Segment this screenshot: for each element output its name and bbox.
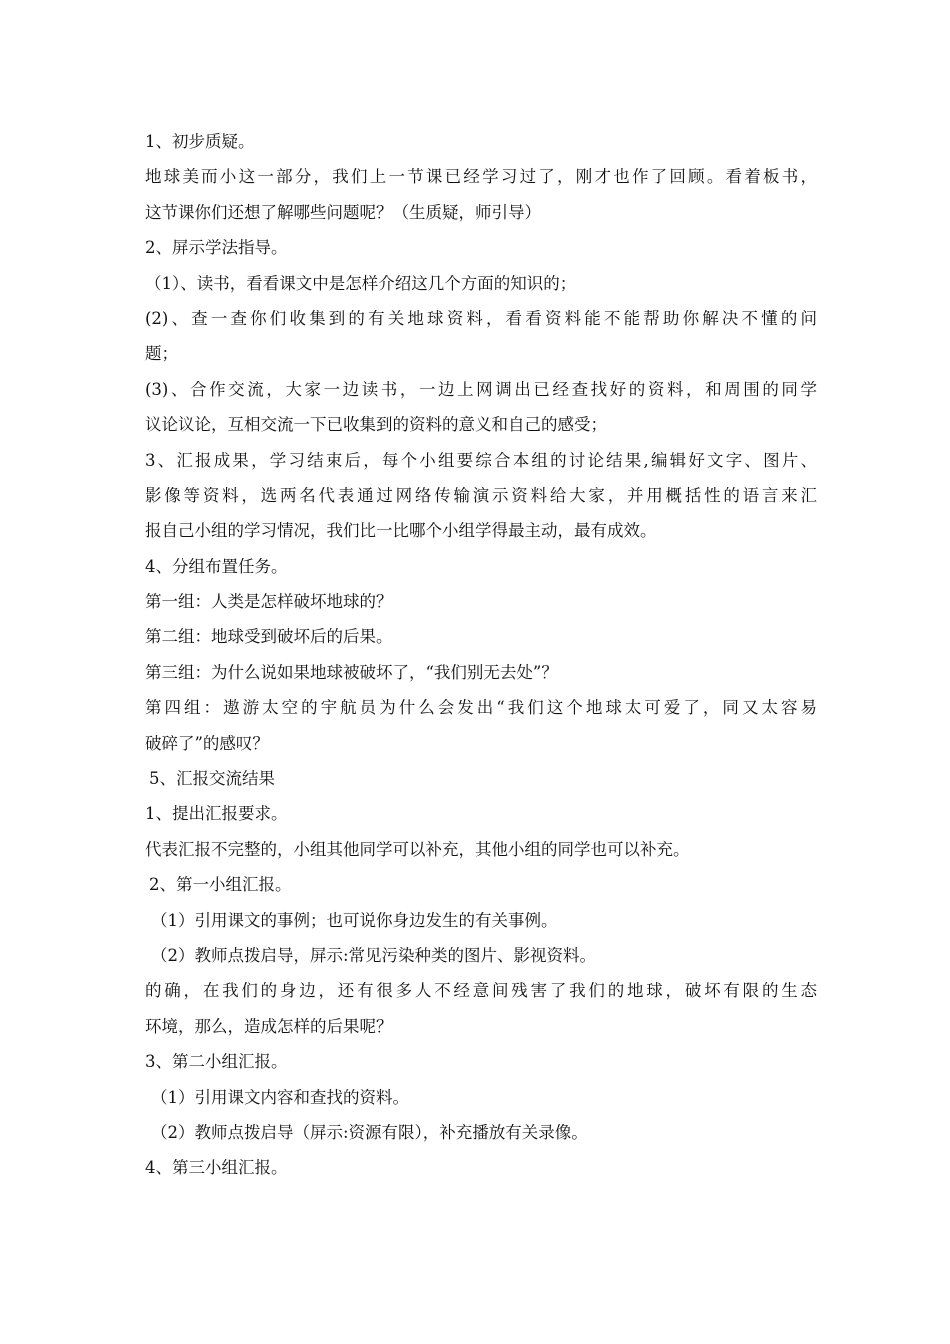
paragraph-line: 破碎了”的感叹？	[145, 733, 269, 753]
list-item: （1）引用课文的事例；也可说你身边发生的有关事例。	[151, 910, 558, 930]
step-heading: 2、屏示学法指导。	[145, 238, 288, 258]
group-task: 第一组：人类是怎样破坏地球的？	[145, 592, 393, 612]
group-task: 第三组：为什么说如果地球被破坏了，“我们别无去处”？	[145, 662, 558, 682]
paragraph-line: 的确，在我们的身边，还有很多人不经意间残害了我们的地球，破坏有限的生态	[145, 981, 817, 1001]
paragraph-line: 影像等资料，选两名代表通过网络传输演示资料给大家，并用概括性的语言来汇	[145, 485, 817, 505]
paragraph-line: 这节课你们还想了解哪些问题呢？（生质疑，师引导）	[145, 202, 541, 222]
step-heading: 2、第一小组汇报。	[149, 875, 292, 895]
step-heading: 1、提出汇报要求。	[145, 804, 288, 824]
step-heading: 4、分组布置任务。	[145, 556, 288, 576]
paragraph-line: 环境，那么，造成怎样的后果呢？	[145, 1016, 393, 1036]
step-heading: 3、汇报成果，学习结束后，每个小组要综合本组的讨论结果,编辑好文字、图片、	[145, 450, 817, 470]
document-body	[145, 124, 817, 1186]
group-task: 第四组：遨游太空的宇航员为什么会发出“我们这个地球太可爱了，同又太容易	[145, 698, 817, 718]
step-heading: 4、第三小组汇报。	[145, 1158, 288, 1178]
step-heading: 5、汇报交流结果	[149, 769, 275, 789]
list-item: （1）引用课文内容和查找的资料。	[151, 1087, 409, 1107]
step-heading: 1、初步质疑。	[145, 132, 255, 151]
paragraph-line: 报自己小组的学习情况，我们比一比哪个小组学得最主动，最有成效。	[145, 521, 657, 541]
paragraph-line: 代表汇报不完整的，小组其他同学可以补充，其他小组的同学也可以补充。	[145, 839, 690, 859]
list-item: （2）教师点拨启导（屏示:资源有限），补充播放有关录像。	[151, 1122, 588, 1142]
group-task: 第二组：地球受到破坏后的后果。	[145, 627, 393, 647]
paragraph-line: 题；	[145, 344, 178, 364]
list-item: (3)、合作交流，大家一边读书，一边上网调出已经查找好的资料，和周围的同学	[145, 379, 817, 399]
list-item: （2）教师点拨启导，屏示:常见污染种类的图片、影视资料。	[151, 945, 597, 965]
step-heading: 3、第二小组汇报。	[145, 1052, 288, 1072]
list-item: (2)、查一查你们收集到的有关地球资料，看看资料能不能帮助你解决不懂的问	[145, 308, 817, 328]
paragraph-line: 议论议论，互相交流一下已收集到的资料的意义和自己的感受；	[145, 415, 607, 435]
paragraph-line: 地球美而小这一部分，我们上一节课已经学习过了，刚才也作了回顾。看着板书，	[145, 167, 817, 187]
list-item: （1）、读书，看看课文中是怎样介绍这几个方面的知识的；	[145, 273, 577, 293]
